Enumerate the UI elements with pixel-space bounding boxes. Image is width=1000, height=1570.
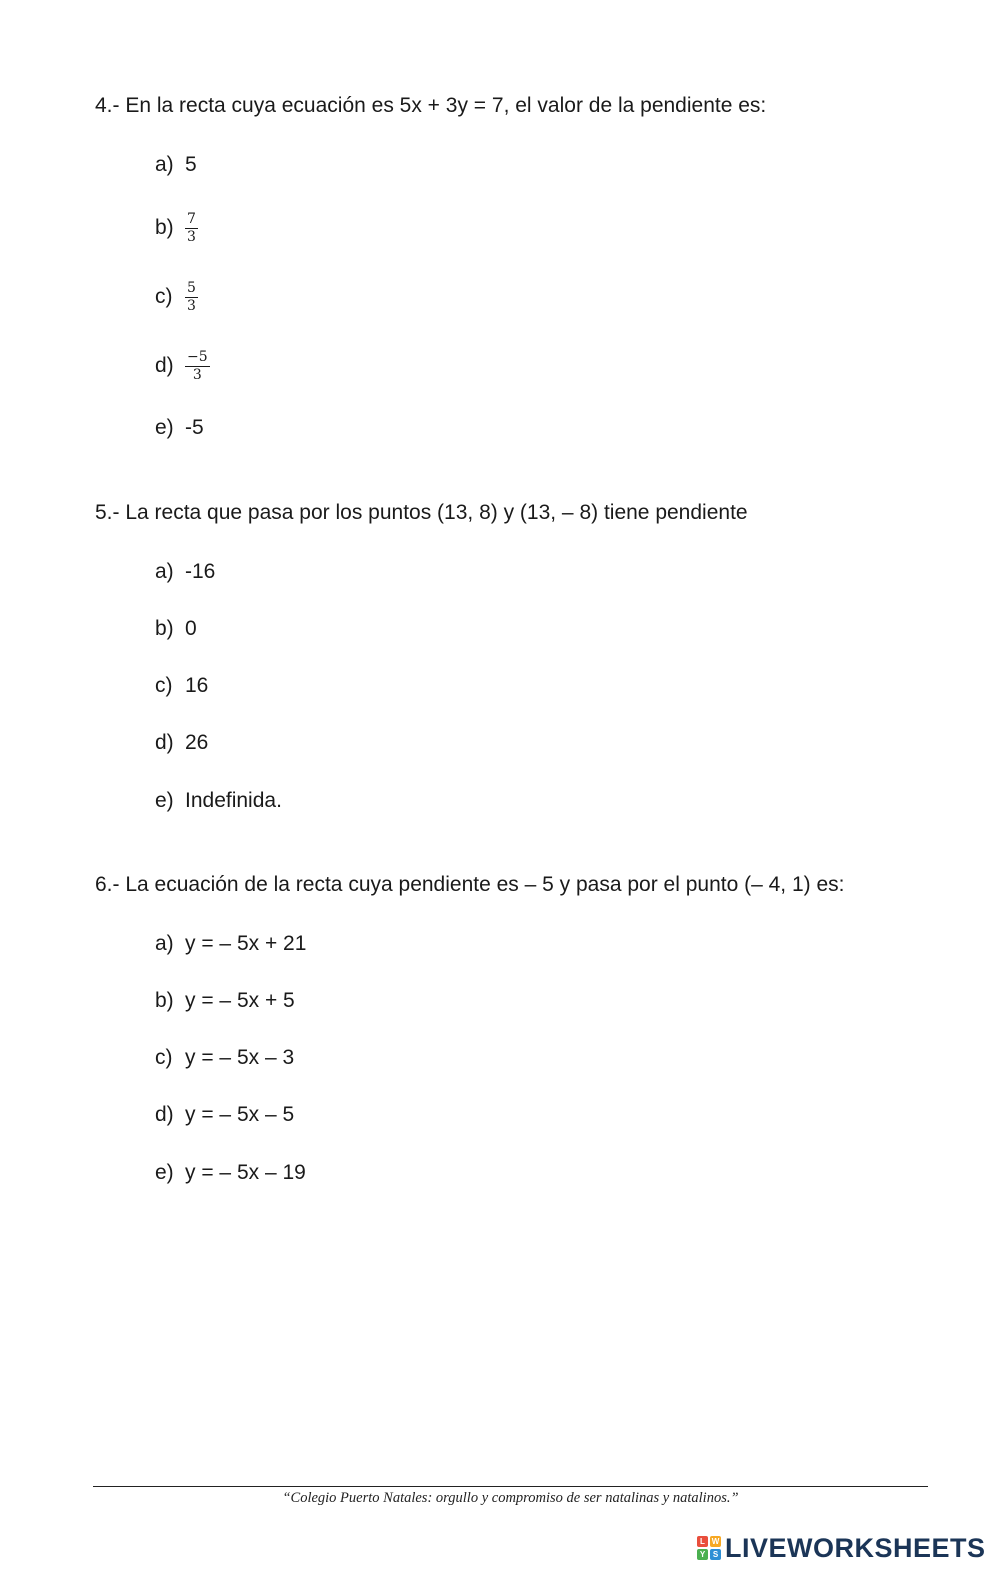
- q5-option-b[interactable]: [155, 614, 197, 644]
- option-text: y = – 5x – 19: [185, 1161, 306, 1184]
- q6-option-b[interactable]: [155, 986, 295, 1016]
- option-letter: a): [155, 932, 174, 955]
- fraction-numerator: −5: [187, 348, 208, 365]
- fraction-denominator: 3: [187, 228, 196, 245]
- q4-option-d[interactable]: [155, 348, 210, 383]
- option-letter: d): [155, 1103, 174, 1126]
- logo-tile: W: [711, 1537, 720, 1546]
- liveworksheets-brand[interactable]: [697, 1534, 986, 1562]
- option-letter: c): [155, 285, 173, 308]
- fraction-numerator: 5: [187, 279, 196, 296]
- option-text: y = – 5x + 21: [185, 932, 307, 955]
- q5-option-e[interactable]: [155, 786, 282, 816]
- q4-option-c[interactable]: [155, 279, 198, 314]
- option-text: y = – 5x – 3: [185, 1046, 295, 1069]
- option-letter: e): [155, 416, 174, 439]
- option-letter: b): [155, 617, 174, 640]
- q6-option-e[interactable]: [155, 1158, 306, 1188]
- liveworksheets-logo-icon: [697, 1536, 721, 1560]
- q6-option-c[interactable]: [155, 1043, 294, 1073]
- q6-option-a[interactable]: [155, 929, 306, 959]
- option-letter: a): [155, 560, 174, 583]
- brand-name: LIVEWORKSHEETS: [725, 1532, 986, 1563]
- option-letter: d): [155, 731, 174, 754]
- option-text: 0: [185, 617, 197, 640]
- q5-option-a[interactable]: [155, 557, 215, 587]
- fraction-denominator: 3: [187, 297, 196, 314]
- option-letter: c): [155, 674, 173, 697]
- question-5-text: 5.- La recta que pasa por los puntos (13, 8) y (13, – 8) tiene pendiente: [95, 501, 748, 524]
- q6-option-d[interactable]: [155, 1100, 294, 1130]
- fraction: [185, 212, 198, 244]
- question-6-text: 6.- La ecuación de la recta cuya pendiente es – 5 y pasa por el punto (– 4, 1) es:: [95, 873, 845, 896]
- option-text: y = – 5x + 5: [185, 989, 295, 1012]
- option-letter: b): [155, 216, 174, 239]
- option-text: 5: [185, 153, 197, 176]
- q4-option-e[interactable]: [155, 413, 204, 443]
- option-text: -16: [185, 560, 216, 583]
- option-text: Indefinida.: [185, 789, 282, 812]
- fraction: [185, 350, 210, 382]
- fraction-numerator: 7: [187, 210, 196, 227]
- option-letter: d): [155, 354, 174, 377]
- logo-tile: Y: [697, 1549, 708, 1560]
- fraction: [185, 281, 198, 313]
- q5-option-d[interactable]: [155, 728, 208, 758]
- option-letter: e): [155, 1161, 174, 1184]
- option-text: -5: [185, 416, 204, 439]
- question-4-text: 4.- En la recta cuya ecuación es 5x + 3y = 7, el valor de la pendiente es:: [95, 94, 767, 117]
- option-text: y = – 5x – 5: [185, 1103, 295, 1126]
- option-letter: c): [155, 1046, 173, 1069]
- q5-option-c[interactable]: [155, 671, 208, 701]
- option-text: 16: [185, 674, 209, 697]
- option-letter: a): [155, 153, 174, 176]
- q4-option-a[interactable]: [155, 150, 197, 180]
- option-text: 26: [185, 731, 209, 754]
- footer-divider: [93, 1486, 928, 1487]
- fraction-denominator: 3: [192, 366, 202, 383]
- logo-tile: S: [710, 1549, 721, 1560]
- logo-tile: L: [697, 1536, 708, 1547]
- option-letter: b): [155, 989, 174, 1012]
- q4-option-b[interactable]: [155, 210, 198, 245]
- option-letter: e): [155, 789, 174, 812]
- footer-quote: “Colegio Puerto Natales: orgullo y compromiso de ser natalinas y natalinos.”: [282, 1490, 739, 1506]
